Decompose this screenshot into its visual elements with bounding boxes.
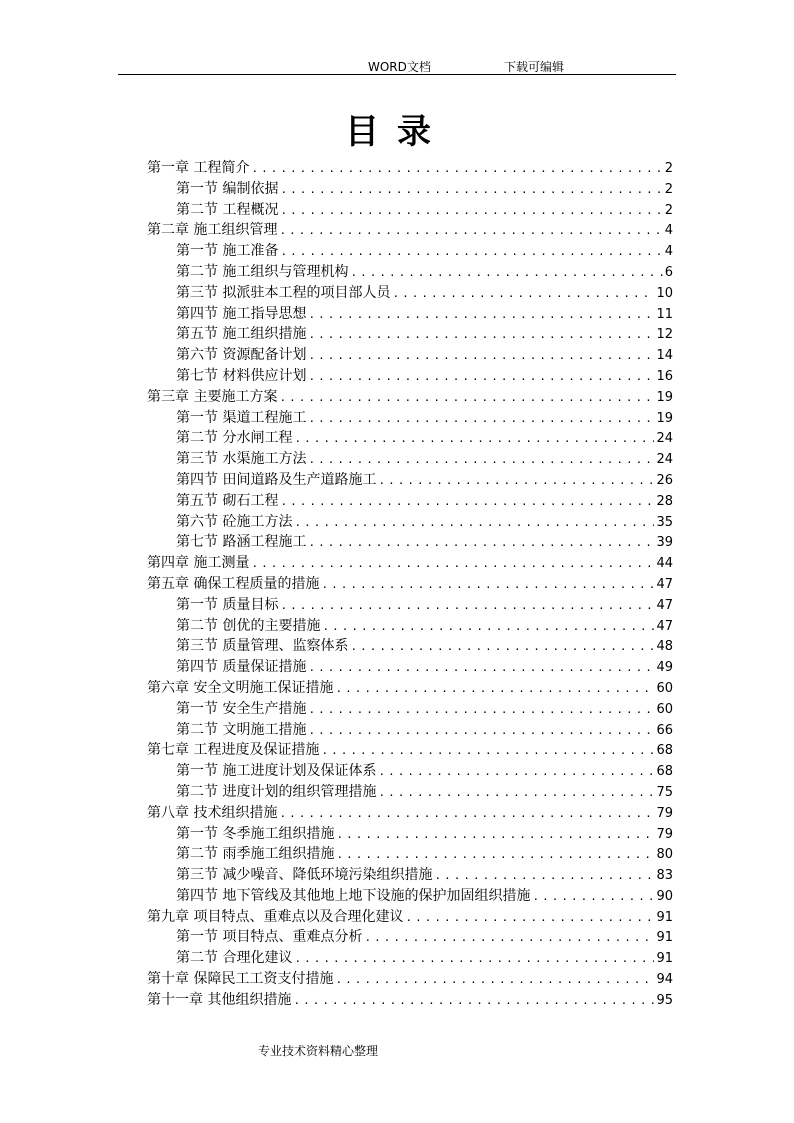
toc-leader-dots <box>280 201 662 221</box>
toc-page-number: 35 <box>656 514 673 530</box>
toc-section-entry[interactable] <box>147 179 673 200</box>
toc-leader-dots <box>321 575 654 595</box>
toc-entry-label: 第二章 施工组织管理 <box>147 222 278 239</box>
toc-page-number: 79 <box>656 805 673 821</box>
toc-section-entry[interactable] <box>147 283 673 304</box>
toc-leader-dots <box>308 721 654 741</box>
toc-leader-dots <box>308 305 654 325</box>
toc-page-number: 12 <box>656 327 673 343</box>
toc-section-entry[interactable] <box>147 200 673 221</box>
toc-entry-label: 第二节 进度计划的组织管理措施 <box>176 783 377 800</box>
toc-section-entry[interactable] <box>147 865 673 886</box>
toc-entry-label: 第八章 技术组织措施 <box>147 804 278 821</box>
toc-entry-label: 第十一章 其他组织措施 <box>147 991 292 1008</box>
toc-leader-dots <box>308 325 654 345</box>
toc-section-entry[interactable] <box>147 636 673 657</box>
toc-leader-dots <box>294 513 654 533</box>
toc-page-number: 68 <box>656 743 673 759</box>
toc-page-number: 28 <box>656 493 673 509</box>
toc-leader-dots <box>405 908 654 928</box>
toc-page-number: 91 <box>656 951 673 967</box>
toc-chapter-entry[interactable] <box>147 387 673 408</box>
toc-entry-label: 第三节 减少噪音、降低环境污染组织措施 <box>176 867 433 884</box>
page-header <box>118 56 676 75</box>
toc-page-number: 4 <box>664 223 673 239</box>
toc-section-entry[interactable] <box>147 782 673 803</box>
toc-section-entry[interactable] <box>147 304 673 325</box>
toc-leader-dots <box>364 928 654 948</box>
toc-leader-dots <box>335 679 654 699</box>
toc-leader-dots <box>294 949 654 969</box>
toc-page-number: 66 <box>656 722 673 738</box>
page-title: 目录 <box>345 112 449 152</box>
toc-entry-label: 第五章 确保工程质量的措施 <box>147 575 320 592</box>
toc-page-number: 75 <box>656 784 673 800</box>
toc-chapter-entry[interactable] <box>147 803 673 824</box>
toc-entry-label: 第六节 资源配备计划 <box>176 347 307 364</box>
toc-chapter-entry[interactable] <box>147 574 673 595</box>
toc-section-entry[interactable] <box>147 428 673 449</box>
toc-page-number: 24 <box>656 431 673 447</box>
toc-page-number: 19 <box>656 389 673 405</box>
toc-leader-dots <box>251 159 662 179</box>
toc-page-number: 4 <box>664 244 673 260</box>
toc-section-entry[interactable] <box>147 657 673 678</box>
toc-leader-dots <box>294 429 654 449</box>
toc-entry-label: 第三章 主要施工方案 <box>147 388 278 405</box>
toc-section-entry[interactable] <box>147 449 673 470</box>
toc-page-number: 94 <box>656 972 673 988</box>
toc-entry-label: 第二节 合理化建议 <box>176 950 293 967</box>
toc-entry-label: 第一节 质量目标 <box>176 596 279 613</box>
toc-leader-dots <box>280 242 662 262</box>
toc-leader-dots <box>335 970 654 990</box>
toc-entry-label: 第四节 质量保证措施 <box>176 659 307 676</box>
toc-leader-dots <box>434 866 654 886</box>
toc-chapter-entry[interactable] <box>147 907 673 928</box>
toc-entry-label: 第二节 文明施工措施 <box>176 721 307 738</box>
toc-page-number: 44 <box>656 556 673 572</box>
toc-leader-dots <box>378 762 654 782</box>
toc-leader-dots <box>279 221 662 241</box>
toc-chapter-entry[interactable] <box>147 969 673 990</box>
toc-page-number: 10 <box>656 285 673 301</box>
toc-section-entry[interactable] <box>147 616 673 637</box>
toc-page-number: 14 <box>656 348 673 364</box>
header-left-text: WORD文档 <box>368 60 431 74</box>
toc-section-entry[interactable] <box>147 844 673 865</box>
toc-entry-label: 第一节 渠道工程施工 <box>176 409 307 426</box>
toc-section-entry[interactable] <box>147 491 673 512</box>
toc-entry-label: 第一章 工程简介 <box>147 160 250 176</box>
toc-entry-label: 第三节 质量管理、监察体系 <box>176 638 349 655</box>
toc-leader-dots <box>322 617 654 637</box>
toc-section-entry[interactable] <box>147 886 673 907</box>
toc-leader-dots <box>280 492 654 512</box>
toc-chapter-entry[interactable] <box>147 990 673 1011</box>
toc-section-entry[interactable] <box>147 324 673 345</box>
toc-leader-dots <box>350 263 662 283</box>
toc-page-number: 47 <box>656 576 673 592</box>
toc-page-number: 49 <box>656 660 673 676</box>
toc-entry-label: 第一节 项目特点、重难点分析 <box>176 929 363 946</box>
toc-page-number: 90 <box>656 888 673 904</box>
page-footer: 专业技术资料精心整理 <box>258 1044 379 1058</box>
toc-entry-label: 第四节 施工指导思想 <box>176 305 307 322</box>
toc-entry-label: 第四节 田间道路及生产道路施工 <box>176 471 377 488</box>
toc-page-number: 80 <box>656 847 673 863</box>
toc-page-number: 60 <box>656 701 673 717</box>
toc-leader-dots <box>308 367 654 387</box>
toc-page-number: 47 <box>656 597 673 613</box>
toc-entry-label: 第五节 砌石工程 <box>176 492 279 509</box>
toc-leader-dots <box>308 700 654 720</box>
toc-chapter-entry[interactable] <box>147 678 673 699</box>
toc-section-entry[interactable] <box>147 720 673 741</box>
toc-leader-dots <box>279 388 654 408</box>
toc-page-number: 26 <box>656 472 673 488</box>
toc-entry-label: 第三节 水渠施工方法 <box>176 451 307 468</box>
toc-entry-label: 第三节 拟派驻本工程的项目部人员 <box>176 284 391 301</box>
toc-leader-dots <box>336 845 654 865</box>
toc-section-entry[interactable] <box>147 408 673 429</box>
toc-page-number: 47 <box>656 618 673 634</box>
toc-leader-dots <box>280 180 662 200</box>
toc-entry-label: 第五节 施工组织措施 <box>176 326 307 343</box>
toc-leader-dots <box>251 554 654 574</box>
toc-leader-dots <box>532 887 654 907</box>
toc-entry-label: 第一节 冬季施工组织措施 <box>176 825 335 842</box>
toc-entry-label: 第一节 安全生产措施 <box>176 700 307 717</box>
toc-entry-label: 第十章 保障民工工资支付措施 <box>147 971 334 988</box>
toc-chapter-entry[interactable] <box>147 220 673 241</box>
toc-page-number: 16 <box>656 368 673 384</box>
toc-page-number: 91 <box>656 909 673 925</box>
toc-page-number: 2 <box>664 161 673 176</box>
toc-leader-dots <box>378 783 654 803</box>
toc-entry-label: 第一节 编制依据 <box>176 180 279 197</box>
toc-page-number: 19 <box>656 410 673 426</box>
toc-section-entry[interactable] <box>147 699 673 720</box>
toc-section-entry[interactable] <box>147 948 673 969</box>
header-right-text: 下载可编辑 <box>504 60 565 74</box>
toc-entry-label: 第二节 创优的主要措施 <box>176 617 321 634</box>
toc-entry-label: 第一节 施工准备 <box>176 243 279 260</box>
toc-page-number: 24 <box>656 452 673 468</box>
toc-section-entry[interactable] <box>147 241 673 262</box>
toc-page-number: 6 <box>664 264 673 280</box>
toc-chapter-entry[interactable] <box>147 158 673 179</box>
toc-section-entry[interactable] <box>147 345 673 366</box>
toc-section-entry[interactable] <box>147 262 673 283</box>
toc-page-number: 60 <box>656 680 673 696</box>
toc-entry-label: 第二节 分水闸工程 <box>176 430 293 447</box>
toc-section-entry[interactable] <box>147 761 673 782</box>
toc-entry-label: 第六节 砼施工方法 <box>176 513 293 530</box>
toc-chapter-entry[interactable] <box>147 740 673 761</box>
toc-leader-dots <box>280 596 654 616</box>
toc-entry-label: 第二节 雨季施工组织措施 <box>176 846 335 863</box>
toc-page-number: 48 <box>656 639 673 655</box>
toc-page-number: 83 <box>656 868 673 884</box>
toc-entry-label: 第四节 地下管线及其他地上地下设施的保护加固组织措施 <box>176 887 531 904</box>
toc-entry-label: 第四章 施工测量 <box>147 555 250 572</box>
toc-page-number: 91 <box>656 930 673 946</box>
toc-section-entry[interactable] <box>147 927 673 948</box>
toc-section-entry[interactable] <box>147 470 673 491</box>
toc-section-entry[interactable] <box>147 595 673 616</box>
toc-page-number: 39 <box>656 535 673 551</box>
toc-entry-label: 第七节 路涵工程施工 <box>176 534 307 551</box>
toc-leader-dots <box>350 637 654 657</box>
toc-page-number: 68 <box>656 764 673 780</box>
toc-page-number: 2 <box>664 181 673 197</box>
toc-leader-dots <box>308 346 654 366</box>
toc-leader-dots <box>308 450 654 470</box>
toc-leader-dots <box>279 804 654 824</box>
table-of-contents <box>147 158 673 1011</box>
toc-leader-dots <box>378 471 654 491</box>
toc-leader-dots <box>308 658 654 678</box>
toc-leader-dots <box>321 741 654 761</box>
toc-chapter-entry[interactable] <box>147 553 673 574</box>
toc-leader-dots <box>392 284 654 304</box>
toc-leader-dots <box>308 409 654 429</box>
toc-entry-label: 第七节 材料供应计划 <box>176 367 307 384</box>
toc-section-entry[interactable] <box>147 512 673 533</box>
toc-page-number: 95 <box>656 992 673 1008</box>
toc-section-entry[interactable] <box>147 824 673 845</box>
toc-leader-dots <box>293 991 654 1011</box>
toc-page-number: 79 <box>656 826 673 842</box>
toc-leader-dots <box>308 533 654 553</box>
toc-page-number: 2 <box>664 202 673 218</box>
toc-section-entry[interactable] <box>147 366 673 387</box>
toc-entry-label: 第六章 安全文明施工保证措施 <box>147 679 334 696</box>
toc-leader-dots <box>336 825 654 845</box>
toc-entry-label: 第一节 施工进度计划及保证体系 <box>176 763 377 780</box>
toc-entry-label: 第九章 项目特点、重难点以及合理化建议 <box>147 908 404 925</box>
toc-entry-label: 第二节 施工组织与管理机构 <box>176 263 349 280</box>
toc-entry-label: 第七章 工程进度及保证措施 <box>147 742 320 759</box>
toc-page-number: 11 <box>656 306 673 322</box>
toc-entry-label: 第二节 工程概况 <box>176 201 279 218</box>
toc-section-entry[interactable] <box>147 532 673 553</box>
